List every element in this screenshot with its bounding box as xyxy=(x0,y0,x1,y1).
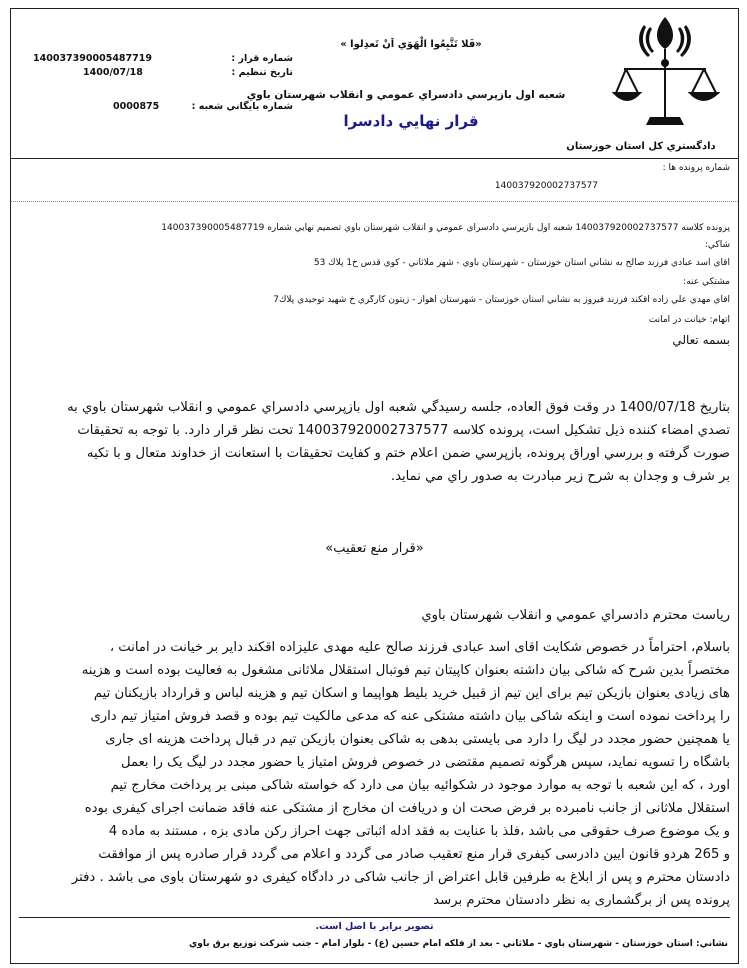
charge-row xyxy=(19,315,730,325)
files-label: شماره پرونده ها : xyxy=(662,163,730,173)
plaintiff-details: آقاي اسد عبادي فرزند صالح به نشاني استان خوزستان - شهرستان باوي - شهر ملاثاني - كوي قدس خ1 پلاك 53 xyxy=(313,258,730,268)
decision-number-label: شماره قرار : xyxy=(231,53,293,64)
main-text-line: هاى زيادى بعنوان بازيكن تيم براى اين تيم از قبيل خريد بليط هواپيما و اسكان تيم و هزينه لباس و قرارداد بازيكنان تيم xyxy=(93,686,730,701)
case-class-line: پرونده كلاسه 140037920002737577 شعبه اول بازپرسي دادسراي عمومي و انقلاب شهرستان باوي تصميم نهايي شماره 140037390005487719 xyxy=(161,223,730,233)
document-body xyxy=(10,158,739,964)
plaintiff-label: شاكي: xyxy=(704,240,730,250)
main-text-line: پرونده پس از برگشمارى به نظر دادستان محترم برسد xyxy=(433,893,730,908)
intro-line: تصدي امضاء كننده ذيل تشكيل است، پرونده كلاسه 140037920002737577 تحت نظر قرار دارد. با توجه به تحقيقات xyxy=(77,423,730,438)
main-text-line: مختصراً بدین شرح كه شاكى بيان داشته بعنوان كاپیتان تيم فوتبال استقلال ملاثانى مشغول به فعاليت بوده است و هزینه xyxy=(81,663,730,678)
address-to: رياست محترم دادسراي عمومي و انقلاب شهرستان باوي xyxy=(421,608,730,623)
main-text-line: را پرداخت نموده است و اينكه شاكى بيان داشته مشتكى عنه كه مدعى مالكيت تيم بوده و قصد فروش امتياز تيم دارى xyxy=(90,709,730,724)
document-header xyxy=(10,8,739,159)
charge-value: خيانت در امانت xyxy=(648,315,707,325)
main-text-line: باشگاه را تسويه نمايد، سپس هرگونه تصميم مقتضى در خصوص فروش امتياز يا حضور مجدد در ليگ يک را بعمل xyxy=(120,755,730,770)
main-text-line: دادستان محترم و پس از ابلاغ به طرفين قابل اعتراض از جانب شاكى در دادگاه كيفرى دو شهرستان باوى مى باشد . دفتر xyxy=(71,870,730,885)
quran-verse: «فَلا تَتَّبِعُوا الْهَوَي اَنْ تَعدِلوا » xyxy=(340,39,482,50)
date-value: 1400/07/18 xyxy=(83,67,143,78)
defendant-details: آقاي مهدي علي زاده آقكند فرزند فيروز به نشاني استان خوزستان - شهرستان اهواز - زيتون كارگري خ شهيد توحيدي پلاك7 xyxy=(273,295,730,305)
footer-address: نشاني: استان خوزستان - شهرستان باوي - ملاثاني - بعد از فلكه امام حسين (ع) - بلوار امام - جنب شركت توزيع برق باوي xyxy=(189,939,728,949)
main-text-line: استقلال ملاثانى از جانب نامبرده بر فرض صحت ان و دريافت ان مخارج از مشتكى عنه فاقد ضمانت اجراى كيفرى بوده xyxy=(84,801,730,816)
intro-line: بر شرف و وجدان به شرح زير مبادرت به صدور راي مي نمايد. xyxy=(390,469,730,484)
defendant-label: مشتكي عنه: xyxy=(683,277,730,287)
decision-heading: «قرار منع تعقيب» xyxy=(325,541,424,556)
divider xyxy=(11,201,738,202)
copy-certification: تصوير برابر با اصل است. xyxy=(315,921,434,932)
date-label: تاريخ تنظيم : xyxy=(231,67,293,78)
date-row xyxy=(33,67,293,78)
bismillah: بسمه تعالي xyxy=(672,333,730,347)
main-text-line: باسلام، احتراماً در خصوص شكايت اقاى اسد عبادى فرزند صالح علیه مهدى علیزاده اقكند داير بر خيانت در امانت ، xyxy=(109,640,730,655)
main-text-line: يا همچنين حضور مجدد در ليگ را دارد مى بايستى بدهى به شاكى بعنوان بازيكن تيم در قبال پرداخت هزينه اى جارى xyxy=(105,732,730,747)
archive-number: 0000875 xyxy=(113,101,160,112)
charge-label: اتهام: xyxy=(709,315,730,325)
archive-number-row xyxy=(33,101,293,112)
intro-line: صورت گرفته و بررسي اوراق پرونده، بازپرسي ضمن اعلام ختم و كفايت تحقيقات با استعانت از خداوند متعال و با تكيه xyxy=(86,446,730,461)
main-text-line: و 265 هردو قانون ايين دادرسى كيفرى قرار منع تعقيب صادر مى گردد و اعلام مى گردد قرار صادره پس از موافقت xyxy=(98,847,730,862)
files-number: 140037920002737577 xyxy=(494,181,598,191)
judiciary-scales-emblem-icon xyxy=(610,13,720,133)
main-text-line: و يک موضوع صرف حقوقى مى باشد ،فلذ با عنايت به فقد ادله اثباتى جهت احراز ركن مادى بزه ، مستند به ماده 4 xyxy=(108,824,730,839)
footer-divider xyxy=(19,917,730,918)
intro-line: بتاريخ 1400/07/18 در وقت فوق العاده، جلسه رسيدگي شعبه اول بازپرسي دادسراي عمومي و انقلاب شهرستان باوي به xyxy=(67,400,730,415)
decision-number: 140037390005487719 xyxy=(33,53,152,64)
court-name: دادگستري كل استان خوزستان xyxy=(566,141,716,152)
branch-name: شعبه اول بازپرسي دادسراي عمومي و انقلاب شهرستان باوي xyxy=(246,89,566,101)
decision-number-row xyxy=(33,53,293,64)
document-title: قرار نهايي دادسرا xyxy=(343,112,479,130)
archive-number-label: شماره بايگاني شعبه : xyxy=(191,101,293,112)
main-text-line: اورد ، كه اين شعبه با توجه به موارد موجود در شكوائيه بيان مى دارد كه خواسته شاكى مبنى بر پرداخت مخارج تيم xyxy=(110,778,730,793)
